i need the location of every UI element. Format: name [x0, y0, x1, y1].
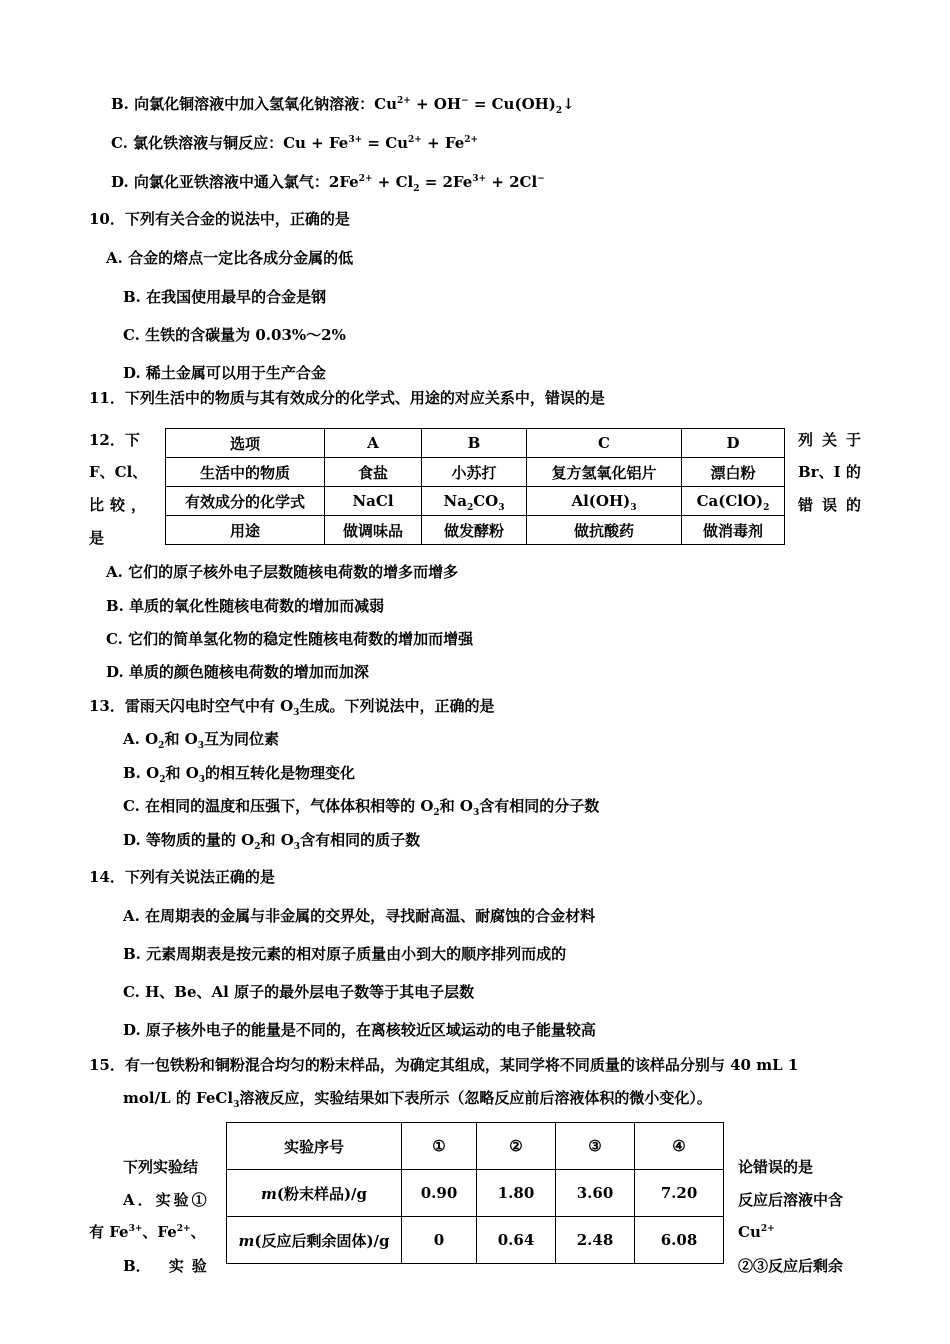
- table-cell: 2.48: [556, 1217, 635, 1264]
- table-header: 选项: [166, 429, 325, 458]
- q10-stem: 10．下列有关合金的说法中，正确的是: [89, 210, 350, 228]
- q11-table: [165, 428, 785, 545]
- table-cell: 7.20: [635, 1170, 724, 1217]
- table-header: C: [527, 429, 682, 458]
- q13-option-c: C. 在相同的温度和压强下，气体体积相等的 $O_2$和 $O_3$含有相同的分子数: [123, 797, 600, 818]
- q10-option-c: C. 生铁的含碳量为 0.03%～2%: [123, 326, 346, 344]
- table-cell: NaCl: [325, 487, 422, 516]
- q15-stem-line2: mol/L 的 FeCl$_3$溶液反应，实验结果如下表所示（忽略反应前后溶液体积的微小变化）。: [123, 1089, 712, 1110]
- table-row: [166, 487, 785, 516]
- q15-left-text: B． 实验: [123, 1257, 215, 1275]
- q12-option-c: C. 它们的简单氢化物的稳定性随核电荷数的增加而增强: [106, 630, 474, 648]
- q12-option-d: D. 单质的颜色随核电荷数的增加而加深: [106, 663, 369, 681]
- q12-option-b: B. 单质的氧化性随核电荷数的增加而减弱: [106, 597, 385, 615]
- q10-option-a: A. 合金的熔点一定比各成分金属的低: [106, 249, 354, 267]
- q15-stem-line1: 15．有一包铁粉和铜粉混合均匀的粉末样品，为确定其组成，某同学将不同质量的该样品分别与 40 mL 1: [89, 1056, 799, 1074]
- q12-left-text: F、Cl、: [89, 463, 148, 481]
- table-row: [227, 1170, 724, 1217]
- table-cell: 用途: [166, 516, 325, 545]
- table-row-label: m(粉末样品)/g: [227, 1170, 402, 1217]
- q13-option-b: B. $O_2$和 $O_3$的相互转化是物理变化: [123, 764, 356, 785]
- q14-option-c: C. H、Be、Al 原子的最外层电子数等于其电子层数: [123, 983, 475, 1001]
- q14-option-b: B. 元素周期表是按元素的相对原子质量由小到大的顺序排列而成的: [123, 945, 567, 963]
- table-header: A: [325, 429, 422, 458]
- table-cell: 做消毒剂: [682, 516, 785, 545]
- table-cell: 1.80: [477, 1170, 556, 1217]
- table-row: [166, 458, 785, 487]
- q12-option-a: A. 它们的原子核外电子层数随核电荷数的增多而增多: [106, 563, 459, 581]
- table-header: ④: [635, 1123, 724, 1170]
- table-cell: 0: [402, 1217, 477, 1264]
- q15-right-text: $Cu^{2+}$: [738, 1223, 775, 1241]
- q12-right-text: 错误的: [798, 496, 871, 514]
- table-cell: 复方氢氧化铝片: [527, 458, 682, 487]
- q12-left-text: 12．下: [89, 431, 140, 449]
- table-cell: 做抗酸药: [527, 516, 682, 545]
- table-row-label: m(反应后剩余固体)/g: [227, 1217, 402, 1264]
- q15-left-text: 下列实验结: [123, 1158, 199, 1176]
- table-cell: 漂白粉: [682, 458, 785, 487]
- q15-right-text: 反应后溶液中含: [738, 1191, 844, 1209]
- q9-option-b: B. 向氯化铜溶液中加入氢氧化钠溶液：$Cu^{2+} + OH^-$ = $Cu(OH)_2↓$: [111, 95, 575, 116]
- q15-left-text: 有 $Fe^{3+}$、$Fe^{2+}$、: [89, 1223, 206, 1241]
- q14-option-d: D. 原子核外电子的能量是不同的，在离核较近区域运动的电子能量较高: [123, 1021, 596, 1039]
- q9-option-c: C. 氯化铁溶液与铜反应：$Cu + Fe^{3+} = Cu^{2+} + Fe^{2+}$: [111, 134, 479, 152]
- table-cell: $Al(OH)_3$: [527, 487, 682, 516]
- table-cell: 小苏打: [422, 458, 527, 487]
- q12-right-text: Br、I 的: [798, 463, 861, 481]
- q13-option-d: D. 等物质的量的 $O_2$和 $O_3$含有相同的质子数: [123, 831, 421, 852]
- table-cell: $Ca(ClO)_2$: [682, 487, 785, 516]
- q10-option-d: D. 稀土金属可以用于生产合金: [123, 364, 326, 382]
- table-header: D: [682, 429, 785, 458]
- table-row: [227, 1217, 724, 1264]
- table-row: [166, 516, 785, 545]
- table-cell: 食盐: [325, 458, 422, 487]
- q15-right-text: ②③反应后剩余: [738, 1257, 844, 1275]
- table-cell: 6.08: [635, 1217, 724, 1264]
- table-cell: 有效成分的化学式: [166, 487, 325, 516]
- table-cell: 生活中的物质: [166, 458, 325, 487]
- table-cell: 0.90: [402, 1170, 477, 1217]
- q12-left-text: 是: [89, 529, 105, 547]
- table-header: ②: [477, 1123, 556, 1170]
- q12-right-text: 列关于: [798, 431, 871, 449]
- q13-stem: 13．雷雨天闪电时空气中有 $O_3$生成。下列说法中，正确的是: [89, 697, 495, 718]
- q15-left-text: A．实验①: [123, 1191, 210, 1209]
- q10-option-b: B. 在我国使用最早的合金是钢: [123, 288, 327, 306]
- q14-stem: 14．下列有关说法正确的是: [89, 868, 275, 886]
- table-cell: $Na_2CO_3$: [422, 487, 527, 516]
- table-cell: 0.64: [477, 1217, 556, 1264]
- table-header: 实验序号: [227, 1123, 402, 1170]
- table-row: [227, 1123, 724, 1170]
- q13-option-a: A. $O_2$和 $O_3$互为同位素: [123, 730, 280, 751]
- table-cell: 做发酵粉: [422, 516, 527, 545]
- q12-left-text: 比较，: [89, 496, 153, 514]
- table-cell: 做调味品: [325, 516, 422, 545]
- q11-stem: 11．下列生活中的物质与其有效成分的化学式、用途的对应关系中，错误的是: [89, 389, 605, 407]
- table-header: B: [422, 429, 527, 458]
- q14-option-a: A. 在周期表的金属与非金属的交界处，寻找耐高温、耐腐蚀的合金材料: [123, 907, 596, 925]
- table-cell: 3.60: [556, 1170, 635, 1217]
- q15-table: [226, 1122, 724, 1264]
- table-header: ③: [556, 1123, 635, 1170]
- q15-right-text: 论错误的是: [738, 1158, 814, 1176]
- table-row: [166, 429, 785, 458]
- q9-option-d: D. 向氯化亚铁溶液中通入氯气：$2Fe^{2+} + Cl_2 = 2Fe^{3+} + 2Cl^-$: [111, 173, 545, 194]
- table-header: ①: [402, 1123, 477, 1170]
